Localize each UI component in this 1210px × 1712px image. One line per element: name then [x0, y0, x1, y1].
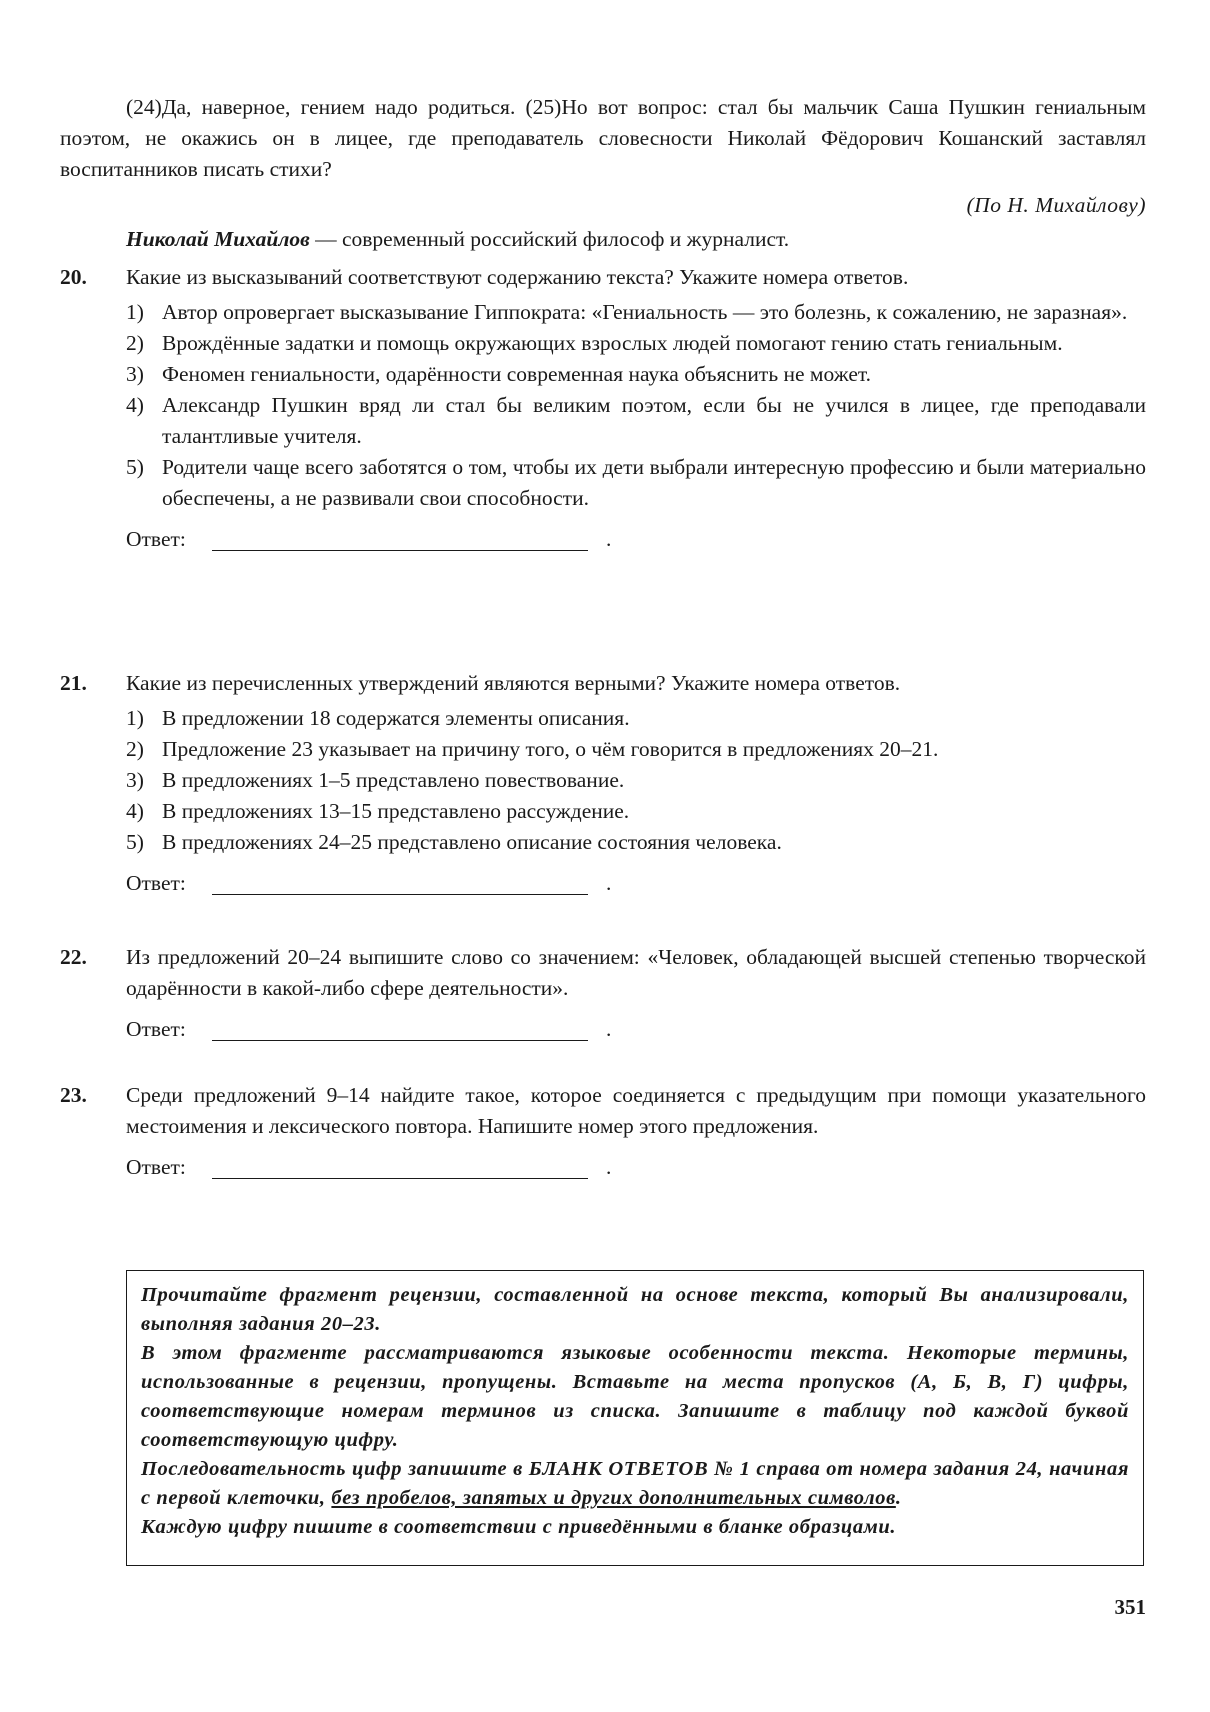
option-text: Врождённые задатки и помощь окружающих взрослых людей помогают гению стать гениальным. — [162, 331, 1063, 355]
answer-label: Ответ: — [126, 871, 186, 895]
option-item — [126, 703, 1146, 734]
option-number: 1) — [126, 706, 144, 730]
option-text: Предложение 23 указывает на причину того, о чём говорится в предложениях 20–21. — [162, 737, 939, 761]
task-number: 20. — [60, 265, 87, 289]
task-21 — [60, 668, 1146, 902]
option-number: 4) — [126, 799, 144, 823]
instruction-p4: Каждую цифру пишите в соответствии с приведёнными в бланке образцами. — [141, 1516, 897, 1538]
answer-row — [126, 1014, 1146, 1048]
option-number: 4) — [126, 393, 144, 417]
answer-field[interactable] — [212, 1040, 588, 1041]
answer-field[interactable] — [212, 1178, 588, 1179]
option-item — [126, 359, 1146, 390]
option-item — [126, 827, 1146, 858]
answer-row — [126, 1152, 1146, 1186]
task-question: Какие из высказываний соответствуют содержанию текста? Укажите номера ответов. — [126, 265, 909, 289]
author-description: — современный российский философ и журналист. — [309, 227, 790, 251]
option-list — [126, 703, 1146, 858]
source-attribution: (По Н. Михайлову) — [966, 193, 1146, 217]
answer-dot: . — [606, 1155, 612, 1179]
answer-dot: . — [606, 1017, 612, 1041]
task-number: 22. — [60, 945, 87, 969]
option-text: В предложениях 1–5 представлено повествование. — [162, 768, 625, 792]
instruction-p2: В этом фрагменте рассматриваются языковые особенности текста. Некоторые термины, использованные в рецензии, пропущены. Вставьте на места пропусков (А, Б, В, Г) цифры, соответствующие номерам терминов из списка. Запишите в таблицу под каждой буквой соответствующую цифру. — [141, 1342, 1129, 1451]
option-text: В предложении 18 содержатся элементы описания. — [162, 706, 630, 730]
instruction-p1: Прочитайте фрагмент рецензии, составленной на основе текста, который Вы анализировали, выполняя задания 20–23. — [141, 1284, 1129, 1335]
answer-field[interactable] — [212, 894, 588, 895]
option-text: Автор опровергает высказывание Гиппократа: «Гениальность — это болезнь, к сожалению, не заразная». — [162, 300, 1128, 324]
task-question: Из предложений 20–24 выпишите слово со значением: «Человек, обладающей высшей степенью творческой одарённости в какой-либо сфере деятельности». — [126, 945, 1146, 1000]
option-item — [126, 328, 1146, 359]
option-number: 5) — [126, 830, 144, 854]
option-number: 5) — [126, 455, 144, 479]
task-20 — [60, 262, 1146, 558]
task-23 — [60, 1080, 1146, 1186]
answer-row — [126, 868, 1146, 902]
option-item — [126, 734, 1146, 765]
answer-field[interactable] — [212, 550, 588, 551]
option-list — [126, 297, 1146, 514]
option-number: 2) — [126, 737, 144, 761]
option-item — [126, 297, 1146, 328]
page-number: 351 — [1114, 1595, 1146, 1619]
option-number: 2) — [126, 331, 144, 355]
task-number: 21. — [60, 671, 87, 695]
task-question: Какие из перечисленных утверждений являются верными? Укажите номера ответов. — [126, 671, 901, 695]
author-note — [126, 224, 1146, 255]
option-item — [126, 765, 1146, 796]
answer-row — [126, 524, 1146, 558]
option-number: 3) — [126, 362, 144, 386]
answer-label: Ответ: — [126, 1155, 186, 1179]
option-number: 3) — [126, 768, 144, 792]
option-text: Феномен гениальности, одарённости современная наука объяснить не может. — [162, 362, 872, 386]
answer-dot: . — [606, 871, 612, 895]
option-text: Александр Пушкин вряд ли стал бы великим поэтом, если бы не учился в лицее, где преподавали талантливые учителя. — [162, 393, 1146, 448]
task-number: 23. — [60, 1083, 87, 1107]
option-item — [126, 390, 1146, 452]
intro-paragraph: (24)Да, наверное, гением надо родиться. (25)Но вот вопрос: стал бы мальчик Саша Пушкин гениальным поэтом, не окажись он в лицее, где преподаватель словесности Николай Фёдорович Кошанский заставлял воспитанников писать стихи? — [60, 95, 1146, 181]
instruction-p3-end: . — [895, 1487, 902, 1509]
option-item — [126, 452, 1146, 514]
task-question: Среди предложений 9–14 найдите такое, которое соединяется с предыдущим при помощи указательного местоимения и лексического повтора. Напишите номер этого предложения. — [126, 1083, 1146, 1138]
instruction-p3 — [141, 1455, 1129, 1513]
answer-dot: . — [606, 527, 612, 551]
answer-label: Ответ: — [126, 1017, 186, 1041]
task-22 — [60, 942, 1146, 1048]
option-text: В предложениях 24–25 представлено описание состояния человека. — [162, 830, 782, 854]
intro-text — [60, 92, 1146, 185]
instruction-box — [126, 1270, 1144, 1566]
instruction-p3-start: Последовательность цифр запишите в БЛАНК ОТВЕТОВ № 1 справа от номера задания 24, начиная с первой клеточки, — [141, 1458, 1129, 1509]
author-name: Николай Михайлов — [126, 227, 310, 251]
option-text: В предложениях 13–15 представлено рассуждение. — [162, 799, 630, 823]
option-text: Родители чаще всего заботятся о том, чтобы их дети выбрали интересную профессию и были материально обеспечены, а не развивали свои способности. — [162, 455, 1146, 510]
option-number: 1) — [126, 300, 144, 324]
answer-label: Ответ: — [126, 527, 186, 551]
instruction-p3-underlined: без пробелов, запятых и других дополнительных символов — [331, 1487, 896, 1509]
option-item — [126, 796, 1146, 827]
